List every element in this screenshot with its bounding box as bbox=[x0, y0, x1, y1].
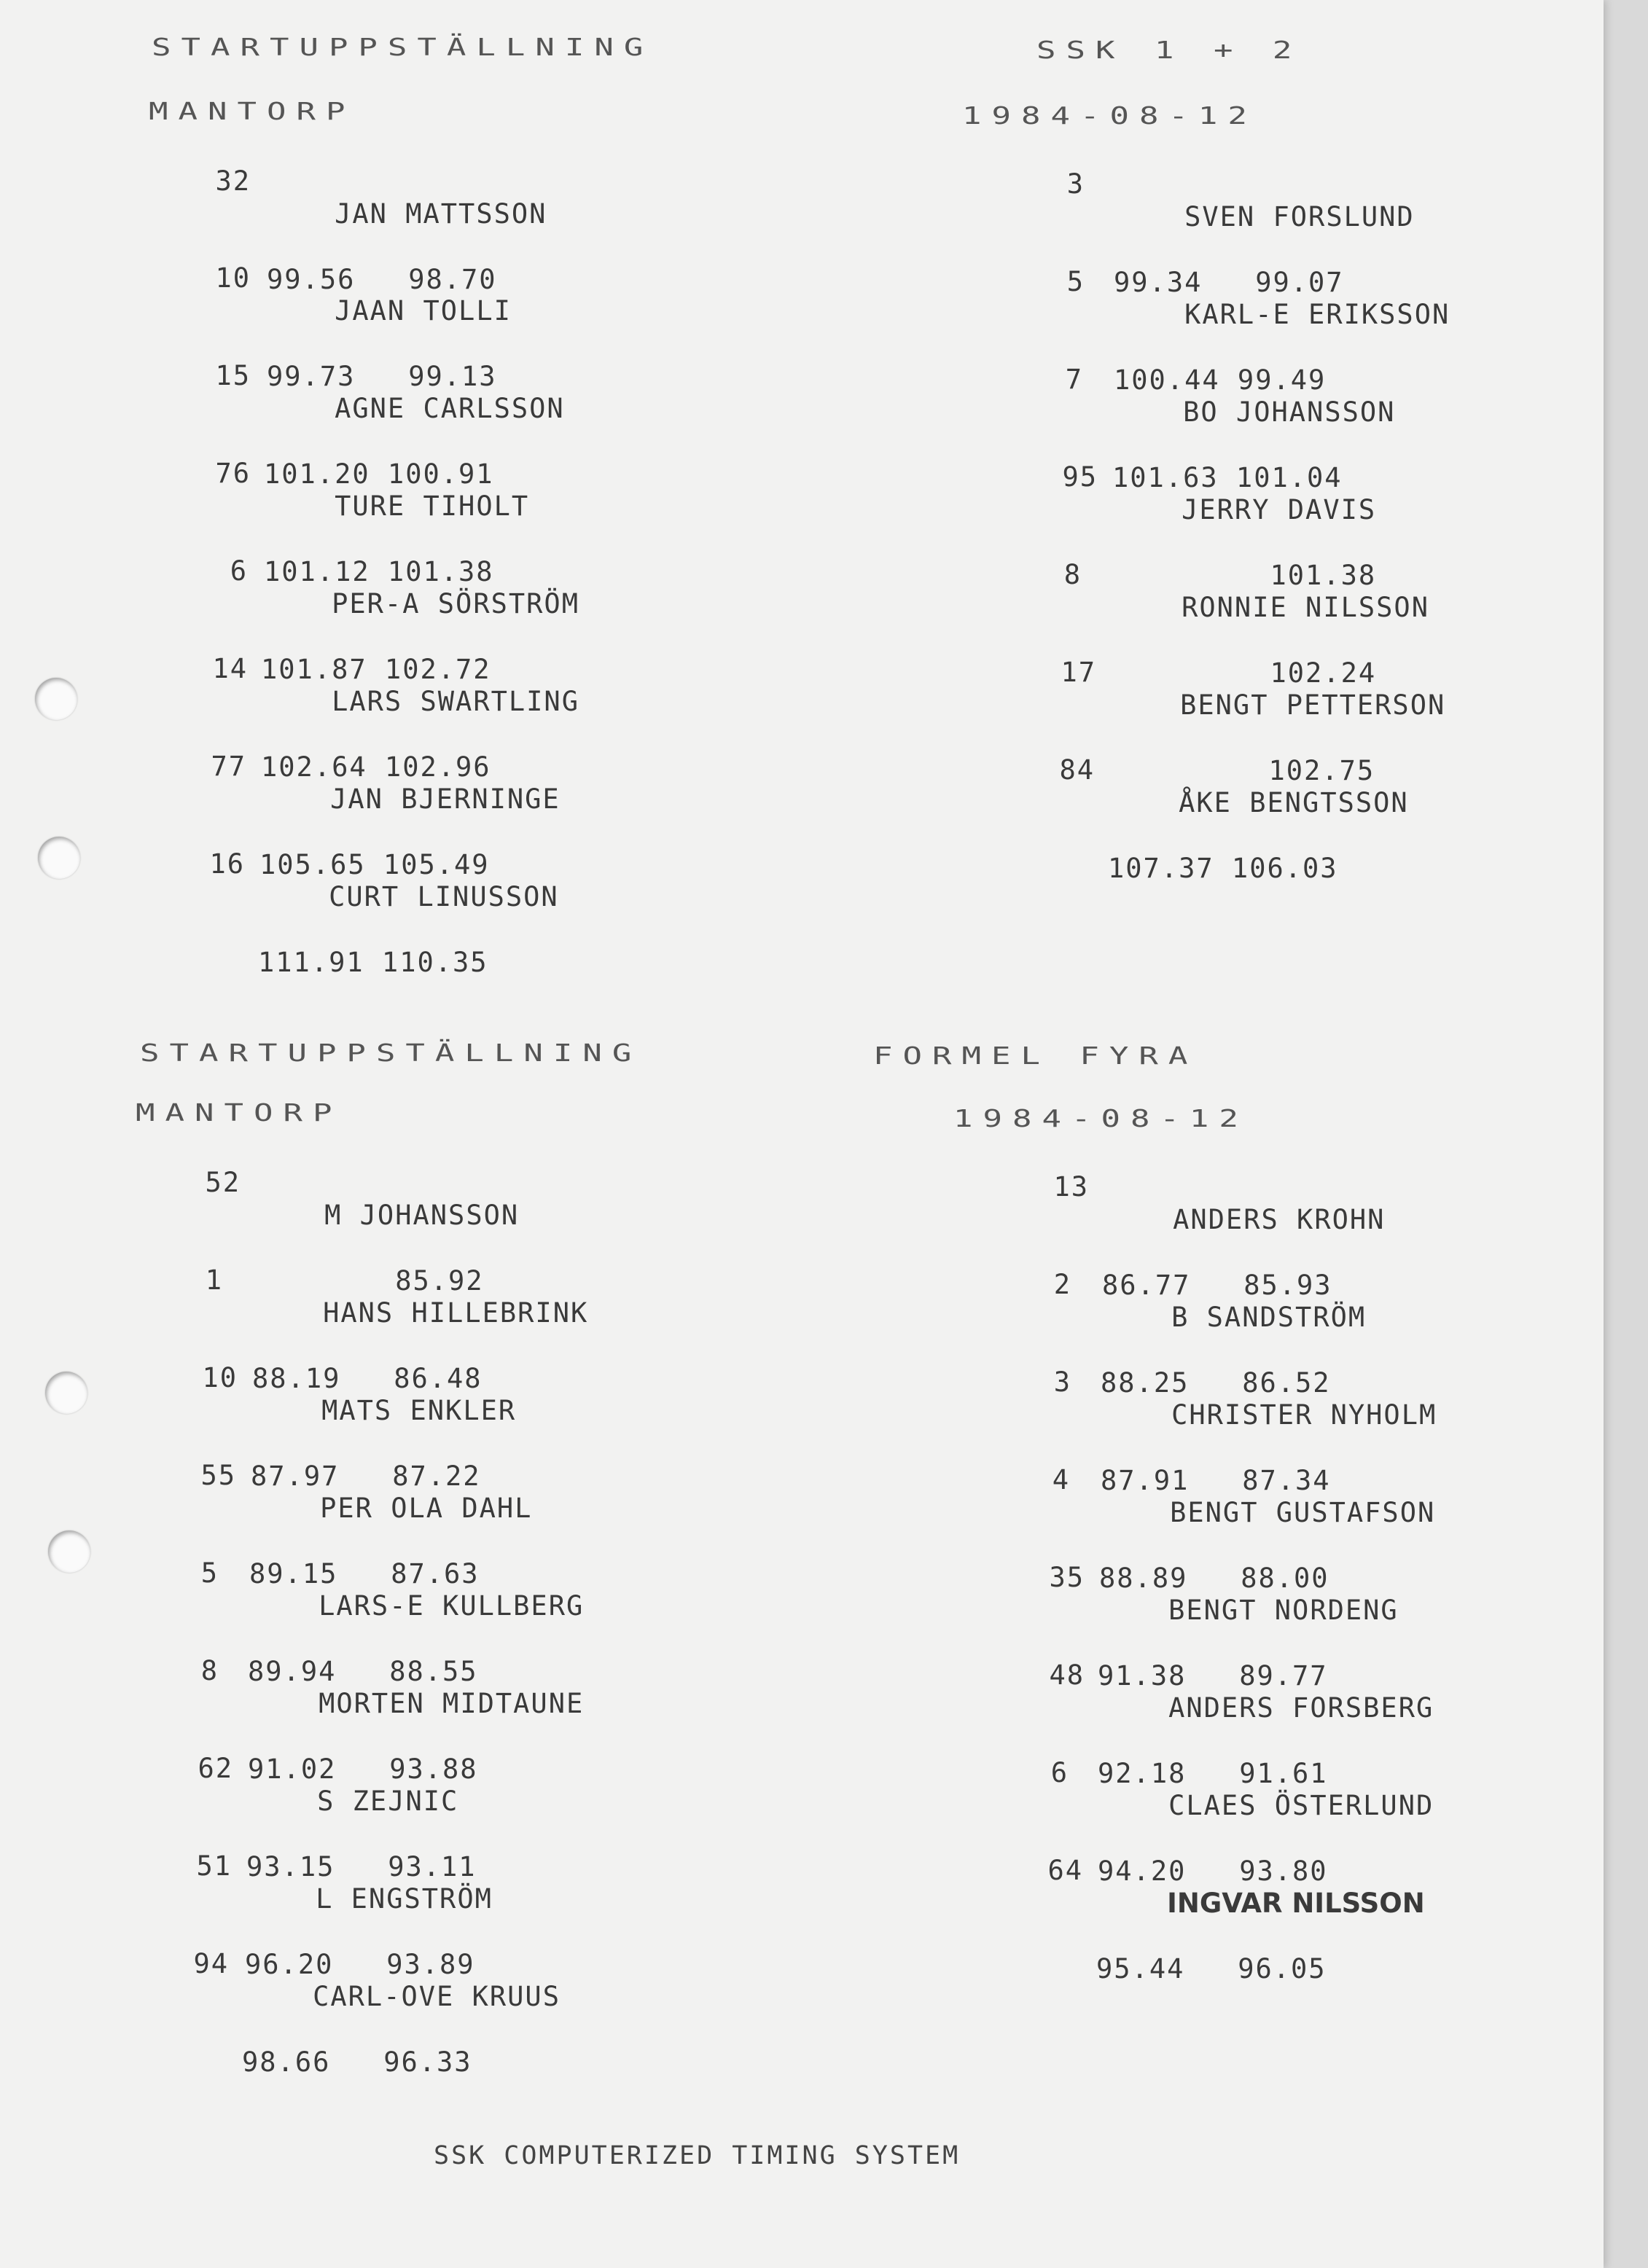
car-number: 77 bbox=[211, 751, 246, 782]
driver-name: JAN BJERNINGE bbox=[330, 783, 561, 815]
driver-name: MORTEN MIDTAUNE bbox=[319, 1688, 585, 1719]
driver-name: CLAES ÖSTERLUND bbox=[1168, 1790, 1434, 1821]
lap-times: 102.64 102.96 bbox=[261, 751, 491, 783]
lap-times: 101.12 101.38 bbox=[264, 556, 494, 587]
date: 1984-08-12 bbox=[962, 102, 1257, 130]
car-number: 6 bbox=[1050, 1757, 1069, 1788]
driver-name: CHRISTER NYHOLM bbox=[1171, 1399, 1437, 1431]
car-number: 32 bbox=[215, 165, 251, 197]
lap-times: 101.87 102.72 bbox=[261, 654, 491, 685]
lap-times: 88.19 86.48 bbox=[252, 1363, 483, 1394]
car-number: 62 bbox=[198, 1753, 233, 1784]
driver-name: TURE TIHOLT bbox=[335, 490, 530, 522]
driver-name: PER OLA DAHL bbox=[320, 1493, 533, 1524]
car-number: 5 bbox=[1066, 266, 1085, 297]
driver-name: ÅKE BENGTSSON bbox=[1179, 787, 1409, 818]
lap-times: 85.92 bbox=[254, 1265, 484, 1297]
lap-times: 96.20 93.89 bbox=[245, 1949, 475, 1980]
date: 1984-08-12 bbox=[953, 1105, 1249, 1133]
lap-times: 91.38 89.77 bbox=[1098, 1660, 1328, 1692]
driver-name: ANDERS KROHN bbox=[1173, 1204, 1386, 1235]
lap-times: 93.15 93.11 bbox=[246, 1851, 477, 1882]
lap-times: 101.38 bbox=[1111, 560, 1377, 591]
car-number: 17 bbox=[1061, 657, 1096, 688]
car-number: 16 bbox=[209, 848, 245, 880]
car-number: 94 bbox=[193, 1948, 229, 1979]
lap-times: 89.94 88.55 bbox=[248, 1656, 478, 1687]
car-number: 7 bbox=[1065, 364, 1083, 395]
car-number: 3 bbox=[1066, 168, 1085, 200]
car-number: 76 bbox=[215, 458, 251, 489]
driver-name: BENGT PETTERSON bbox=[1180, 689, 1446, 721]
driver-entry bbox=[193, 1947, 561, 2144]
driver-name: JERRY DAVIS bbox=[1182, 494, 1377, 525]
car-number: 35 bbox=[1049, 1562, 1085, 1593]
venue: MANTORP bbox=[149, 98, 356, 126]
driver-name: MATS ENKLER bbox=[321, 1395, 517, 1426]
class-label: FORMEL FYRA bbox=[873, 1042, 1198, 1071]
car-number: 5 bbox=[200, 1557, 219, 1589]
car-number: 64 bbox=[1047, 1855, 1083, 1886]
driver-name: M JOHANSSON bbox=[324, 1200, 520, 1231]
lap-times: 105.65 105.49 bbox=[259, 849, 490, 880]
driver-name: B SANDSTRÖM bbox=[1171, 1302, 1367, 1333]
section-title: STARTUPPSTÄLLNING bbox=[140, 1039, 642, 1068]
driver-name: L ENGSTRÖM bbox=[316, 1883, 493, 1915]
car-number: 13 bbox=[1053, 1171, 1089, 1203]
lap-times: 95.44 96.05 bbox=[1096, 1953, 1327, 1984]
lap-times: 100.44 99.49 bbox=[1114, 364, 1327, 396]
driver-name: KARL-E ERIKSSON bbox=[1184, 299, 1450, 330]
punch-hole bbox=[45, 1372, 87, 1414]
car-number: 84 bbox=[1059, 754, 1095, 786]
lap-times: 99.34 99.07 bbox=[1114, 267, 1344, 298]
driver-name: BENGT NORDENG bbox=[1168, 1595, 1399, 1626]
driver-name: BENGT GUSTAFSON bbox=[1170, 1497, 1436, 1528]
car-number: 1 bbox=[205, 1264, 223, 1296]
lap-times: 111.91 110.35 bbox=[258, 947, 488, 978]
driver-name: BO JOHANSSON bbox=[1183, 396, 1396, 428]
driver-name: ANDERS FORSBERG bbox=[1168, 1692, 1434, 1724]
car-number: 10 bbox=[215, 262, 251, 294]
driver-entry bbox=[1059, 754, 1409, 950]
punch-hole bbox=[38, 837, 80, 879]
car-number: 15 bbox=[215, 360, 251, 391]
driver-name: HANS HILLEBRINK bbox=[323, 1297, 589, 1329]
driver-name: LARS SWARTLING bbox=[332, 686, 579, 717]
venue: MANTORP bbox=[136, 1099, 343, 1127]
lap-times: 88.25 86.52 bbox=[1101, 1367, 1331, 1399]
driver-entry bbox=[209, 848, 559, 1044]
car-number: 14 bbox=[212, 653, 248, 684]
footer-system-label: SSK COMPUTERIZED TIMING SYSTEM bbox=[434, 2141, 961, 2170]
class-label: SSK 1 + 2 bbox=[1036, 36, 1303, 65]
driver-name: S ZEJNIC bbox=[317, 1786, 459, 1817]
driver-name: LARS-E KULLBERG bbox=[319, 1590, 585, 1622]
section-title: STARTUPPSTÄLLNING bbox=[152, 34, 654, 62]
driver-name: RONNIE NILSSON bbox=[1182, 592, 1429, 623]
car-number: 6 bbox=[230, 555, 248, 587]
lap-times: 98.66 96.33 bbox=[242, 2046, 472, 2078]
driver-entry bbox=[1047, 1854, 1425, 2051]
lap-times: 94.20 93.80 bbox=[1098, 1856, 1328, 1887]
car-number: 52 bbox=[205, 1167, 241, 1198]
car-number: 8 bbox=[200, 1655, 219, 1686]
car-number: 10 bbox=[202, 1362, 238, 1393]
punch-hole bbox=[35, 678, 77, 720]
lap-times: 91.02 93.88 bbox=[248, 1753, 478, 1785]
driver-name: PER-A SÖRSTRÖM bbox=[332, 588, 579, 619]
punch-hole bbox=[48, 1530, 90, 1573]
lap-times: 87.91 87.34 bbox=[1101, 1465, 1331, 1496]
car-number: 3 bbox=[1053, 1366, 1071, 1398]
driver-name: JAN MATTSSON bbox=[335, 198, 547, 230]
driver-name: INGVAR NILSSON bbox=[1167, 1888, 1425, 1919]
lap-times: 86.77 85.93 bbox=[1102, 1270, 1332, 1301]
driver-name: JAAN TOLLI bbox=[335, 295, 512, 326]
driver-name: SVEN FORSLUND bbox=[1184, 201, 1415, 232]
lap-times: 87.97 87.22 bbox=[251, 1460, 481, 1492]
car-number: 95 bbox=[1062, 461, 1098, 493]
car-number: 4 bbox=[1052, 1464, 1070, 1495]
driver-name: CARL-OVE KRUUS bbox=[313, 1981, 561, 2012]
lap-times: 102.24 bbox=[1111, 657, 1377, 689]
car-number: 48 bbox=[1049, 1659, 1085, 1691]
lap-times: 101.20 100.91 bbox=[264, 458, 494, 490]
lap-times: 102.75 bbox=[1109, 755, 1375, 786]
lap-times: 99.56 98.70 bbox=[267, 264, 497, 295]
lap-times: 101.63 101.04 bbox=[1112, 462, 1343, 493]
lap-times: 88.89 88.00 bbox=[1099, 1563, 1329, 1594]
lap-times: 99.73 99.13 bbox=[267, 361, 497, 392]
car-number: 51 bbox=[196, 1850, 232, 1882]
driver-name: AGNE CARLSSON bbox=[335, 393, 565, 424]
car-number: 2 bbox=[1053, 1269, 1071, 1300]
lap-times: 107.37 106.03 bbox=[1108, 853, 1338, 884]
lap-times: 89.15 87.63 bbox=[249, 1558, 480, 1589]
driver-name: CURT LINUSSON bbox=[329, 881, 559, 912]
lap-times: 92.18 91.61 bbox=[1098, 1758, 1328, 1789]
car-number: 55 bbox=[200, 1460, 236, 1491]
car-number: 8 bbox=[1063, 559, 1082, 590]
